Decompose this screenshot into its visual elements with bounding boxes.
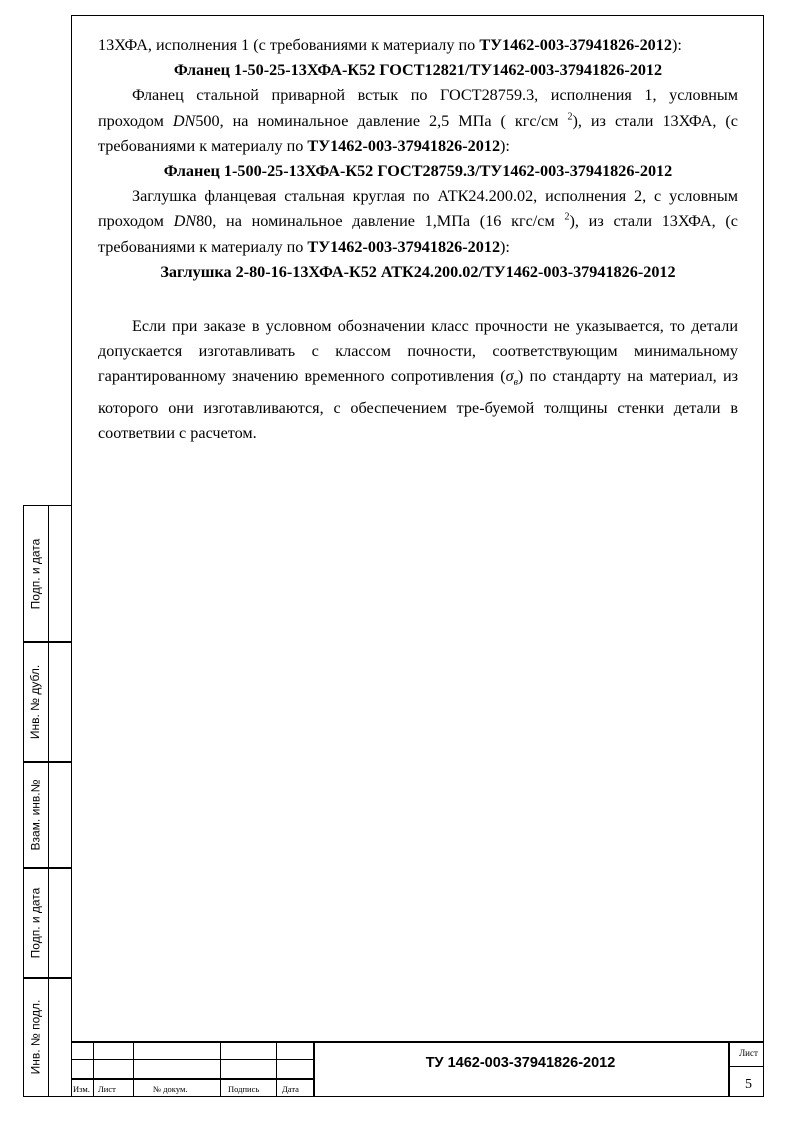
side-label-5: Инв. № подл.: [28, 999, 42, 1075]
sheet-label: Лист: [739, 1048, 758, 1058]
paragraph: Если при заказе в условном обозначении класс прочности не указывается, то детали допускается изготавливать с классом почности, соответствующим минимальному гарантированному значению временного сопротивления $(\sigma_в)$ по стандарту на материал, из которого они изготавливаются, с обеспечением тре-буемой толщины стенки детали в соответвии с расчетом.: [98, 317, 739, 443]
paragraph: 13ХФА, исполнения 1 (с требованиями к материалу по ТУ1462-003-37941826-2012):: [98, 36, 682, 54]
side-cell-3: [23, 761, 71, 869]
paragraph: Заглушка фланцевая стальная круглая по АТК24.200.02, исполнения 2, с условным проходом DN80, на номинальное давление 1,МПа (16 кгс/см $^2$), из стали 13ХФА, (с требованиями к материалу по ТУ1462-003-37941826-2012):: [98, 187, 738, 256]
side-cell-4: [23, 867, 71, 979]
caption-list: Лист: [98, 1084, 116, 1094]
side-label-2: Инв. № дубл.: [28, 664, 42, 740]
paragraph: Фланец стальной приварной встык по ГОСТ28759.3, исполнения 1, условным проходом DN500, на номинальное давление 2,5 МПа ( кгс/см $^2$), из стали 13ХФА, (с требованиями к материалу по ТУ1462-003-37941826-2012):: [98, 86, 738, 155]
designation-line: Фланец 1-50-25-13ХФА-К52 ГОСТ12821/ТУ1462-003-37941826-2012: [173, 61, 663, 80]
caption-docnum: № докум.: [153, 1084, 188, 1094]
title-block: [71, 1041, 764, 1097]
side-cell-2: [23, 641, 71, 763]
document-code: ТУ 1462-003-37941826-2012: [425, 1055, 616, 1071]
side-label-1: Подп. и дата: [28, 538, 42, 610]
side-label-4: Подп. и дата: [28, 887, 42, 959]
side-label-3: Взам. инв.№: [28, 779, 43, 851]
sheet-number: 5: [745, 1077, 752, 1092]
caption-izm: Изм.: [73, 1084, 90, 1094]
caption-date: Дата: [282, 1084, 299, 1094]
paragraph-gap: [98, 285, 738, 314]
designation-line: Фланец 1-500-25-13ХФА-К52 ГОСТ28759.3/ТУ1462-003-37941826-2012: [163, 162, 673, 181]
document-body: [98, 33, 738, 446]
side-stamp-strip: [23, 505, 73, 1097]
designation-line: Заглушка 2-80-16-13ХФА-К52 АТК24.200.02/ТУ1462-003-37941826-2012: [160, 262, 676, 281]
side-cell-1: [23, 505, 71, 643]
caption-sign: Подпись: [228, 1084, 260, 1094]
side-cell-5: [23, 977, 71, 1097]
